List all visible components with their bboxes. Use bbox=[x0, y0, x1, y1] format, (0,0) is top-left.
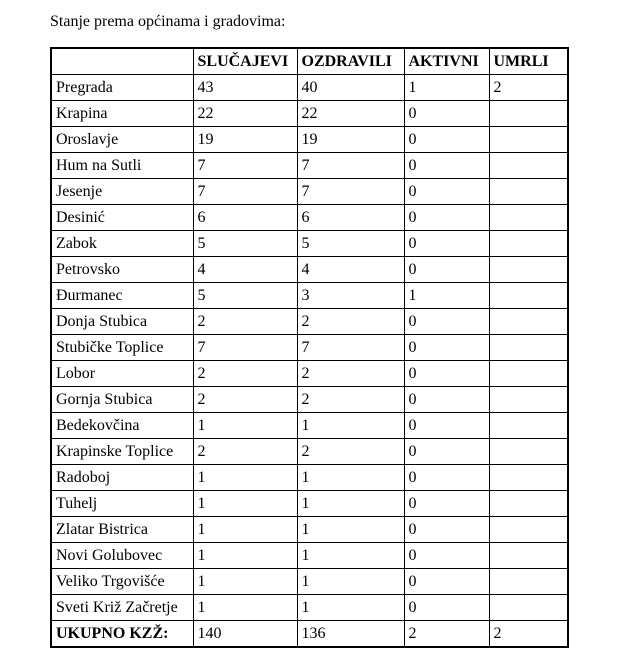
value-cell: 1 bbox=[404, 283, 489, 309]
value-cell: 0 bbox=[404, 465, 489, 491]
table-row bbox=[51, 283, 568, 309]
value-cell: 0 bbox=[404, 231, 489, 257]
value-cell: 7 bbox=[193, 153, 297, 179]
municipality-name-cell: Sveti Križ Začretje bbox=[51, 595, 193, 621]
value-cell bbox=[489, 517, 568, 543]
value-cell bbox=[489, 179, 568, 205]
municipality-name-cell: Đurmanec bbox=[51, 283, 193, 309]
value-cell: 0 bbox=[404, 309, 489, 335]
value-cell bbox=[489, 153, 568, 179]
value-cell: 6 bbox=[297, 205, 404, 231]
value-cell bbox=[489, 231, 568, 257]
value-cell: 0 bbox=[404, 569, 489, 595]
municipality-name-cell: Zlatar Bistrica bbox=[51, 517, 193, 543]
value-cell: 136 bbox=[297, 621, 404, 648]
value-cell: 1 bbox=[297, 543, 404, 569]
value-cell bbox=[489, 569, 568, 595]
value-cell bbox=[489, 335, 568, 361]
table-row bbox=[51, 75, 568, 101]
value-cell: 2 bbox=[297, 387, 404, 413]
value-cell: 0 bbox=[404, 361, 489, 387]
value-cell: 1 bbox=[193, 491, 297, 517]
value-cell bbox=[489, 387, 568, 413]
table-row bbox=[51, 543, 568, 569]
value-cell: 40 bbox=[297, 75, 404, 101]
value-cell: 0 bbox=[404, 595, 489, 621]
value-cell: 6 bbox=[193, 205, 297, 231]
table-row bbox=[51, 179, 568, 205]
value-cell: 1 bbox=[297, 491, 404, 517]
value-cell: 4 bbox=[193, 257, 297, 283]
value-cell: 2 bbox=[489, 75, 568, 101]
value-cell: 2 bbox=[297, 361, 404, 387]
municipality-name-cell: Donja Stubica bbox=[51, 309, 193, 335]
value-cell: 0 bbox=[404, 413, 489, 439]
value-cell: 0 bbox=[404, 543, 489, 569]
municipality-name-cell: Krapinske Toplice bbox=[51, 439, 193, 465]
value-cell bbox=[489, 595, 568, 621]
value-cell: 3 bbox=[297, 283, 404, 309]
value-cell: 0 bbox=[404, 491, 489, 517]
municipality-name-cell: Oroslavje bbox=[51, 127, 193, 153]
value-cell: 1 bbox=[297, 569, 404, 595]
value-cell: 1 bbox=[193, 595, 297, 621]
table-row bbox=[51, 595, 568, 621]
value-cell: 1 bbox=[193, 465, 297, 491]
municipality-name-cell: Novi Golubovec bbox=[51, 543, 193, 569]
value-cell: 7 bbox=[297, 335, 404, 361]
column-header-cases: SLUČAJEVI bbox=[193, 48, 297, 75]
column-header-recovered: OZDRAVILI bbox=[297, 48, 404, 75]
table-row bbox=[51, 387, 568, 413]
value-cell: 1 bbox=[193, 569, 297, 595]
municipality-name-cell: Gornja Stubica bbox=[51, 387, 193, 413]
value-cell: 2 bbox=[404, 621, 489, 648]
value-cell: 0 bbox=[404, 387, 489, 413]
value-cell: 1 bbox=[193, 413, 297, 439]
table-row bbox=[51, 127, 568, 153]
value-cell bbox=[489, 439, 568, 465]
municipality-name-cell: Hum na Sutli bbox=[51, 153, 193, 179]
value-cell bbox=[489, 465, 568, 491]
value-cell: 0 bbox=[404, 153, 489, 179]
municipality-name-cell: Lobor bbox=[51, 361, 193, 387]
municipality-name-cell: Desinić bbox=[51, 205, 193, 231]
value-cell: 5 bbox=[193, 283, 297, 309]
value-cell: 1 bbox=[297, 517, 404, 543]
value-cell: 0 bbox=[404, 335, 489, 361]
value-cell bbox=[489, 491, 568, 517]
value-cell bbox=[489, 543, 568, 569]
value-cell: 0 bbox=[404, 439, 489, 465]
value-cell: 0 bbox=[404, 179, 489, 205]
table-row bbox=[51, 309, 568, 335]
municipality-name-cell: Zabok bbox=[51, 231, 193, 257]
value-cell bbox=[489, 101, 568, 127]
table-header-row bbox=[51, 48, 568, 75]
table-row bbox=[51, 335, 568, 361]
value-cell: 2 bbox=[297, 309, 404, 335]
table-row bbox=[51, 257, 568, 283]
value-cell: 2 bbox=[193, 439, 297, 465]
value-cell: 1 bbox=[193, 517, 297, 543]
value-cell: 1 bbox=[404, 75, 489, 101]
value-cell: 1 bbox=[193, 543, 297, 569]
table-row bbox=[51, 569, 568, 595]
value-cell: 140 bbox=[193, 621, 297, 648]
value-cell: 2 bbox=[193, 361, 297, 387]
value-cell bbox=[489, 413, 568, 439]
value-cell: 2 bbox=[193, 387, 297, 413]
municipality-name-cell: Jesenje bbox=[51, 179, 193, 205]
table-total-row bbox=[51, 621, 568, 648]
value-cell: 5 bbox=[193, 231, 297, 257]
value-cell: 0 bbox=[404, 517, 489, 543]
value-cell: 4 bbox=[297, 257, 404, 283]
municipality-name-cell: Krapina bbox=[51, 101, 193, 127]
table-row bbox=[51, 439, 568, 465]
value-cell: 2 bbox=[489, 621, 568, 648]
value-cell bbox=[489, 257, 568, 283]
value-cell: 7 bbox=[193, 335, 297, 361]
value-cell: 5 bbox=[297, 231, 404, 257]
municipality-name-cell: Stubičke Toplice bbox=[51, 335, 193, 361]
value-cell bbox=[489, 361, 568, 387]
table-row bbox=[51, 231, 568, 257]
table-row bbox=[51, 413, 568, 439]
value-cell bbox=[489, 205, 568, 231]
value-cell: 0 bbox=[404, 205, 489, 231]
table-row bbox=[51, 205, 568, 231]
value-cell: 19 bbox=[193, 127, 297, 153]
value-cell bbox=[489, 283, 568, 309]
corner-header-cell bbox=[51, 48, 193, 75]
value-cell: 22 bbox=[297, 101, 404, 127]
table-row bbox=[51, 491, 568, 517]
value-cell: 0 bbox=[404, 257, 489, 283]
table-row bbox=[51, 153, 568, 179]
value-cell bbox=[489, 127, 568, 153]
column-header-active: AKTIVNI bbox=[404, 48, 489, 75]
municipality-name-cell: Bedekovčina bbox=[51, 413, 193, 439]
municipality-name-cell: Veliko Trgovišće bbox=[51, 569, 193, 595]
value-cell: 2 bbox=[193, 309, 297, 335]
value-cell: 43 bbox=[193, 75, 297, 101]
page-title: Stanje prema općinama i gradovima: bbox=[50, 13, 286, 30]
value-cell: 22 bbox=[193, 101, 297, 127]
table-row bbox=[51, 101, 568, 127]
value-cell: 1 bbox=[297, 595, 404, 621]
table-row bbox=[51, 361, 568, 387]
table-row bbox=[51, 517, 568, 543]
municipality-name-cell: Pregrada bbox=[51, 75, 193, 101]
municipality-name-cell: UKUPNO KZŽ: bbox=[51, 621, 193, 648]
value-cell: 1 bbox=[297, 413, 404, 439]
column-header-deceased: UMRLI bbox=[489, 48, 568, 75]
value-cell: 0 bbox=[404, 101, 489, 127]
municipality-stats-table bbox=[50, 47, 569, 648]
municipality-name-cell: Tuhelj bbox=[51, 491, 193, 517]
value-cell: 7 bbox=[297, 153, 404, 179]
value-cell: 0 bbox=[404, 127, 489, 153]
value-cell: 7 bbox=[193, 179, 297, 205]
value-cell: 19 bbox=[297, 127, 404, 153]
table-body bbox=[51, 75, 568, 648]
value-cell: 7 bbox=[297, 179, 404, 205]
value-cell bbox=[489, 309, 568, 335]
municipality-name-cell: Radoboj bbox=[51, 465, 193, 491]
municipality-name-cell: Petrovsko bbox=[51, 257, 193, 283]
value-cell: 2 bbox=[297, 439, 404, 465]
value-cell: 1 bbox=[297, 465, 404, 491]
table-row bbox=[51, 465, 568, 491]
